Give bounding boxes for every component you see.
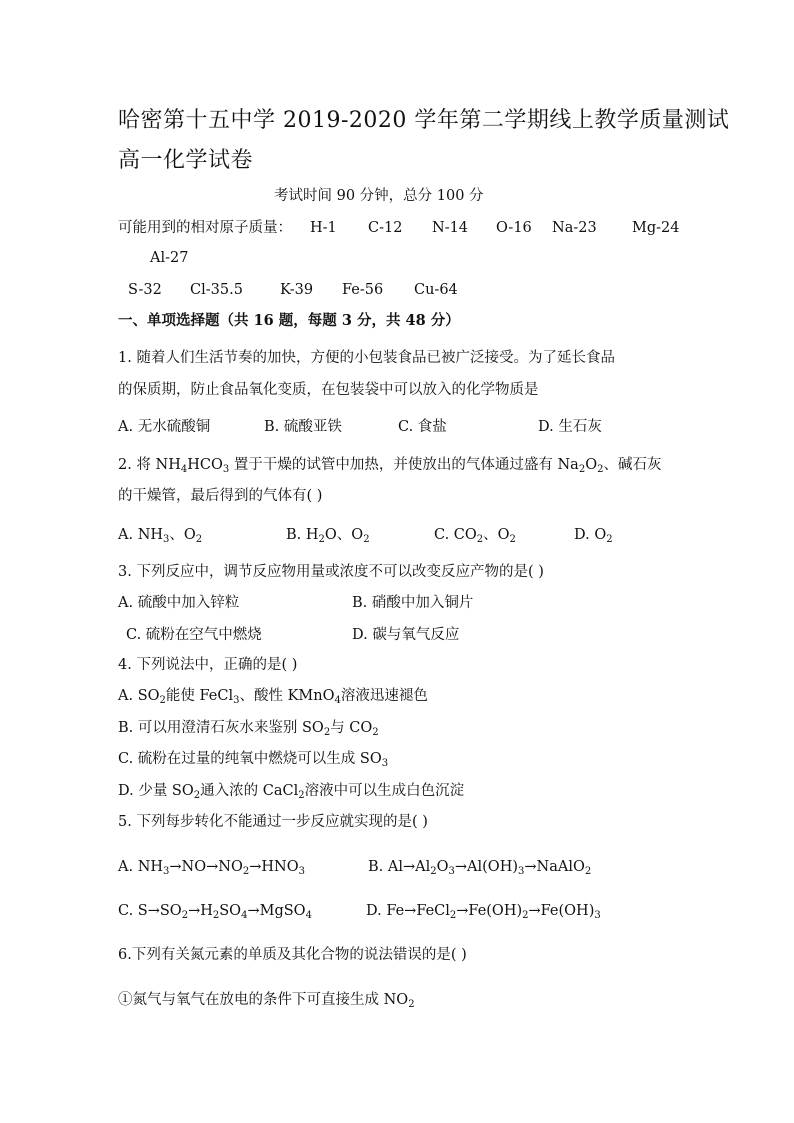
q5-option-d: D. $Fe\to FeCl_2\to Fe(OH)_2\to Fe(OH)_3$ xyxy=(366,903,601,921)
q2-option-c: C. $CO_2$、$O_2$ xyxy=(434,527,516,545)
exam-info: 考试时间 90 分钟，总分 100 分 xyxy=(274,188,484,204)
exam-title-line1: 哈密第十五中学 2019-2020 学年第二学期线上教学质量测试 xyxy=(118,108,730,133)
mass-h: H-1 xyxy=(310,220,337,236)
q1-stem-line1: 1. 随着人们生活节奏的加快，方便的小包装食品已被广泛接受。为了延长食品 xyxy=(118,350,615,366)
mass-o: O-16 xyxy=(496,220,532,236)
q1-option-d: D. 生石灰 xyxy=(538,419,602,435)
q4-option-a: A. $SO_2$能使 FeCl$_3$、酸性 KMnO$_4$溶液迅速褪色 xyxy=(118,688,428,706)
q2-option-d: D. $O_2$ xyxy=(574,527,613,545)
q1-stem-line2: 的保质期，防止食品氧化变质，在包装袋中可以放入的化学物质是 xyxy=(118,382,539,398)
atomic-mass-row1 xyxy=(118,218,292,238)
q4-option-b: B. 可以用澄清石灰水来鉴别 $SO_2$与 $CO_2$ xyxy=(118,720,379,738)
mass-fe: Fe-56 xyxy=(342,282,384,298)
mass-na: Na-23 xyxy=(552,220,597,236)
q5-option-b: B. $Al\to Al_2O_3\to Al(OH)_3\to NaAlO_2$ xyxy=(368,859,592,877)
q3-stem: 3. 下列反应中，调节反应物用量或浓度不可以改变反应产物的是( ) xyxy=(118,564,544,580)
q5-stem: 5. 下列每步转化不能通过一步反应就实现的是( ) xyxy=(118,814,428,830)
mass-mg: Mg-24 xyxy=(632,220,680,236)
atomic-mass-label: 可能用到的相对原子质量： xyxy=(118,220,292,236)
q2-option-b: B. $H_2O$、$O_2$ xyxy=(286,527,370,545)
mass-s: S-32 xyxy=(128,282,162,298)
q3-option-d: D. 碳与氧气反应 xyxy=(352,627,460,643)
q1-option-c: C. 食盐 xyxy=(398,419,447,435)
q5-option-c: C. $S\to SO_2\to H_2SO_4\to MgSO_4$ xyxy=(118,903,312,921)
q4-stem: 4. 下列说法中，正确的是( ) xyxy=(118,657,298,673)
q1-option-b: B. 硫酸亚铁 xyxy=(264,419,342,435)
q2-stem-line1: 2. 将 $NH_4HCO_3$ 置于干燥的试管中加热，并使放出的气体通过盛有 $Na_2O_2$、碱石灰 xyxy=(118,457,662,475)
exam-title-line2: 高一化学试卷 xyxy=(118,148,254,173)
mass-al: Al-27 xyxy=(150,250,189,266)
mass-n: N-14 xyxy=(432,220,469,236)
q5-option-a: A. $NH_3\to NO\to NO_2\to HNO_3$ xyxy=(118,859,305,877)
q4-option-d: D. 少量 $SO_2$通入浓的 CaCl$_2$溶液中可以生成白色沉淀 xyxy=(118,783,465,801)
q3-option-b: B. 硝酸中加入铜片 xyxy=(352,595,474,611)
section-heading: 一、单项选择题（共 16 题，每题 3 分，共 48 分） xyxy=(118,312,460,329)
q6-stem: 6.下列有关氮元素的单质及其化合物的说法错误的是( ) xyxy=(118,947,467,963)
q2-option-a: A. $NH_3$、$O_2$ xyxy=(118,527,203,545)
mass-cl: Cl-35.5 xyxy=(190,282,243,298)
mass-c: C-12 xyxy=(368,220,403,236)
q3-option-c: C. 硫粉在空气中燃烧 xyxy=(126,627,262,643)
q4-option-c: C. 硫粉在过量的纯氧中燃烧可以生成 $SO_3$ xyxy=(118,751,389,769)
q3-option-a: A. 硫酸中加入锌粒 xyxy=(118,595,240,611)
q1-option-a: A. 无水硫酸铜 xyxy=(118,419,211,435)
mass-cu: Cu-64 xyxy=(414,282,458,298)
mass-k: K-39 xyxy=(280,282,314,298)
q6-item-1: ①氮气与氧气在放电的条件下可直接生成 $NO_2$ xyxy=(118,992,415,1010)
q2-stem-line2: 的干燥管，最后得到的气体有( ) xyxy=(118,488,323,504)
